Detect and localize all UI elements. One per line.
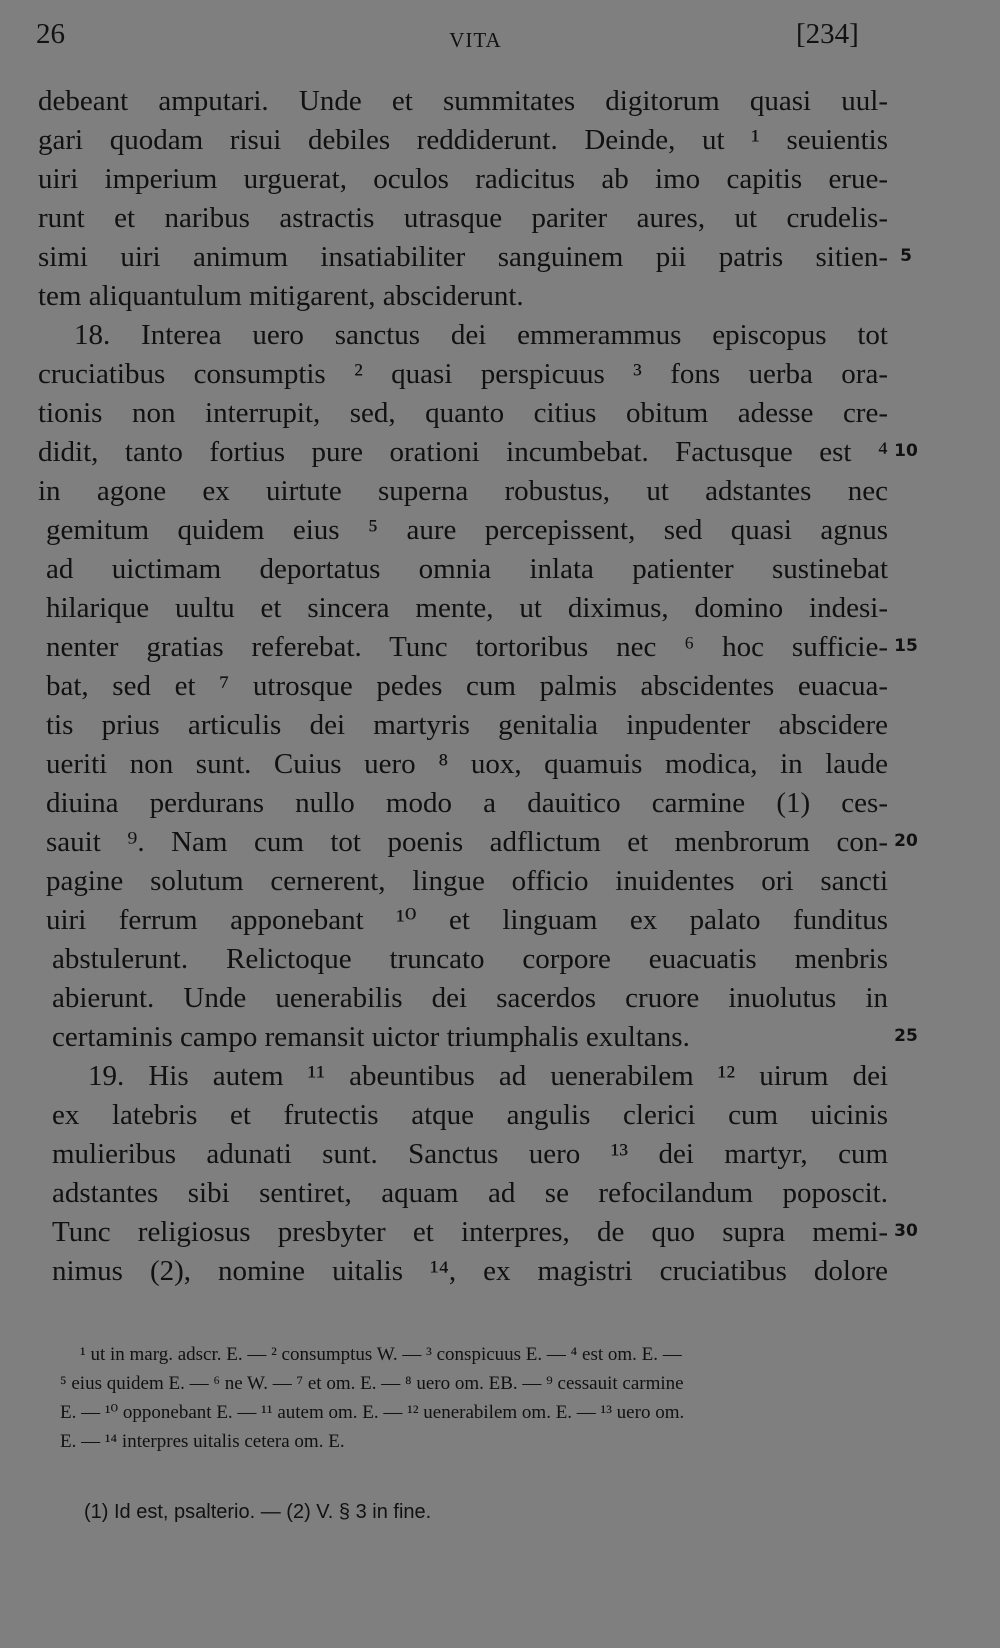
text-line: Tunc religiosus presbyter et interpres, de quo supra memi- <box>52 1216 888 1248</box>
text-line: nenter gratias referebat. Tunc tortoribus nec ⁶ hoc sufficie- <box>46 631 888 663</box>
critical-apparatus <box>60 1340 910 1456</box>
text-line: sauit ⁹. Nam cum tot poenis adflictum et menbrorum con- <box>46 826 888 858</box>
text-line: nimus (2), nomine uitalis ¹⁴, ex magistri cruciatibus dolore <box>52 1255 888 1287</box>
margin-line-number: 30 <box>894 1221 918 1241</box>
footnote-line: E. — ¹⁰ opponebant E. — ¹¹ autem om. E. — ¹² uenerabilem om. E. — ¹³ uero om. <box>60 1402 685 1423</box>
text-line: ex latebris et frutectis atque angulis clerici cum uicinis <box>52 1099 888 1131</box>
text-line: diuina perdurans nullo modo a dauitico carmine (1) ces- <box>46 787 888 819</box>
text-line: simi uiri animum insatiabiliter sanguinem pii patris sitien- <box>38 241 888 273</box>
editorial-notes: (1) Id est, psalterio. — (2) V. § 3 in fine. <box>84 1501 432 1523</box>
margin-line-number: 20 <box>894 831 918 851</box>
text-line: abierunt. Unde uenerabilis dei sacerdos cruore inuolutus in <box>52 982 888 1014</box>
text-line: pagine solutum cernerent, lingue officio inuidentes ori sancti <box>46 865 888 897</box>
footnote-line: ⁵ eius quidem E. — ⁶ ne W. — ⁷ et om. E. — ⁸ uero om. EB. — ⁹ cessauit carmine <box>60 1373 684 1394</box>
margin-line-number: 5 <box>900 246 912 266</box>
text-line: hilarique uultu et sincera mente, ut diximus, domino indesi- <box>46 592 888 624</box>
text-line: bat, sed et ⁷ utrosque pedes cum palmis abscidentes euacua- <box>46 670 888 702</box>
text-line: ueriti non sunt. Cuius uero ⁸ uox, quamuis modica, in laude <box>46 748 888 780</box>
footnote-line: E. — ¹⁴ interpres uitalis cetera om. E. <box>60 1431 345 1452</box>
text-line: tis prius articulis dei martyris genitalia inpudenter abscidere <box>46 709 888 741</box>
text-line: uiri imperium urguerat, oculos radicitus ab imo capitis erue- <box>38 163 888 195</box>
text-line: ad uictimam deportatus omnia inlata patienter sustinebat <box>46 553 888 585</box>
text-line: in agone ex uirtute superna robustus, ut adstantes nec <box>38 475 888 507</box>
page-number: 26 <box>36 18 65 50</box>
margin-line-number: 15 <box>894 636 918 656</box>
text-line: gari quodam risui debiles reddiderunt. Deinde, ut ¹ seuientis <box>38 124 888 156</box>
text-line: didit, tanto fortius pure orationi incumbebat. Factusque est ⁴ <box>38 436 888 468</box>
text-line: tem aliquantulum mitigarent, absciderunt. <box>38 280 524 312</box>
margin-line-number: 25 <box>894 1026 918 1046</box>
footnote-line: ¹ ut in marg. adscr. E. — ² consumptus W. — ³ conspicuus E. — ⁴ est om. E. — <box>80 1344 682 1365</box>
text-line: gemitum quidem eius ⁵ aure percepissent, sed quasi agnus <box>46 514 888 546</box>
bracket-page-number: [234] <box>796 18 859 50</box>
text-line: certaminis campo remansit uictor triumphalis exultans. <box>52 1021 690 1053</box>
text-line: debeant amputari. Unde et summitates digitorum quasi uul- <box>38 85 888 117</box>
running-title: VITA <box>449 28 502 52</box>
margin-line-number: 10 <box>894 441 918 461</box>
text-line: tionis non interrupit, sed, quanto citius obitum adesse cre- <box>38 397 888 429</box>
section-18-start-line: 18. Interea uero sanctus dei emmerammus episcopus tot <box>74 319 888 351</box>
text-line: adstantes sibi sentiret, aquam ad se refocilandum poposcit. <box>52 1177 888 1209</box>
text-line: uiri ferrum apponebant ¹⁰ et linguam ex palato funditus <box>46 904 888 936</box>
main-text <box>38 82 888 1291</box>
text-line: mulieribus adunati sunt. Sanctus uero ¹³ dei martyr, cum <box>52 1138 888 1170</box>
text-line: cruciatibus consumptis ² quasi perspicuus ³ fons uerba ora- <box>38 358 888 390</box>
text-line: runt et naribus astractis utrasque pariter aures, ut crudelis- <box>38 202 888 234</box>
section-19-start-line: 19. His autem ¹¹ abeuntibus ad uenerabilem ¹² uirum dei <box>88 1060 888 1092</box>
text-line: abstulerunt. Relictoque truncato corpore euacuatis menbris <box>52 943 888 975</box>
